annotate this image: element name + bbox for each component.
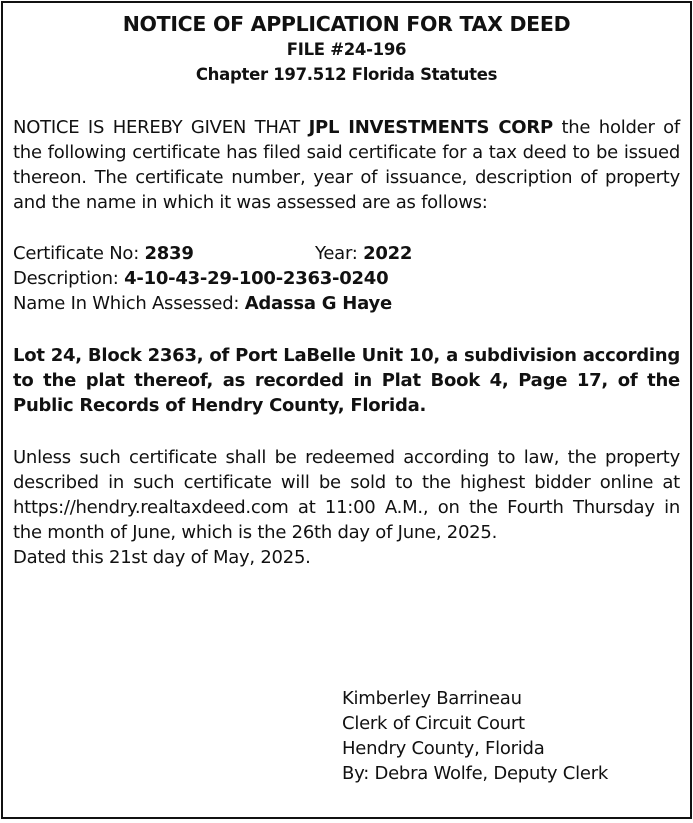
certificate-details bbox=[13, 241, 680, 316]
year-label: Year: bbox=[315, 243, 358, 264]
signature-block bbox=[342, 686, 608, 786]
sale-paragraph: Unless such certificate shall be redeemed according to law, the property described in such certificate will be sold to the highest bidder online at https://hendry.realtaxdeed.com at 11:00 A.M., on the Fourth Thursday in the month of June, which is the 26th day of June, 2025. bbox=[13, 447, 680, 543]
certificate-number: 2839 bbox=[144, 243, 194, 264]
legal-description: Lot 24, Block 2363, of Port LaBelle Unit 10, a subdivision according to the plat thereof, as recorded in Plat Book 4, Page 17, of the Public Records of Hendry County, Florida. bbox=[13, 345, 680, 416]
intro-lead: NOTICE IS HEREBY GIVEN THAT bbox=[13, 117, 301, 138]
notice-header bbox=[13, 12, 680, 87]
file-number: FILE #24-196 bbox=[286, 40, 407, 59]
intro-paragraph bbox=[13, 115, 680, 215]
legal-notice bbox=[1, 1, 692, 819]
notice-title: NOTICE OF APPLICATION FOR TAX DEED bbox=[122, 12, 571, 36]
certificate-row bbox=[13, 241, 680, 266]
signer-name: Kimberley Barrineau bbox=[342, 688, 522, 709]
certificate-number-label: Certificate No: bbox=[13, 243, 140, 264]
description-row bbox=[13, 266, 680, 291]
deputy-clerk: By: Debra Wolfe, Deputy Clerk bbox=[342, 763, 609, 784]
assessed-row bbox=[13, 291, 680, 316]
signer-county: Hendry County, Florida bbox=[342, 738, 545, 759]
dated-line: Dated this 21st day of May, 2025. bbox=[13, 547, 311, 568]
intro-rest: the holder of the following certificate has filed said certificate for a tax deed to be issued thereon. The certificate number, year of issuance, description of property and the name in which it was assessed are as follows: bbox=[13, 117, 680, 213]
signer-title: Clerk of Circuit Court bbox=[342, 713, 525, 734]
statute-reference: Chapter 197.512 Florida Statutes bbox=[195, 65, 498, 84]
assessed-name: Adassa G Haye bbox=[244, 293, 392, 314]
description-label: Description: bbox=[13, 268, 119, 289]
certificate-holder: JPL INVESTMENTS CORP bbox=[308, 117, 553, 138]
year-group bbox=[315, 241, 412, 266]
parcel-number: 4-10-43-29-100-2363-0240 bbox=[124, 268, 389, 289]
assessed-label: Name In Which Assessed: bbox=[13, 293, 240, 314]
year-value: 2022 bbox=[363, 243, 413, 264]
